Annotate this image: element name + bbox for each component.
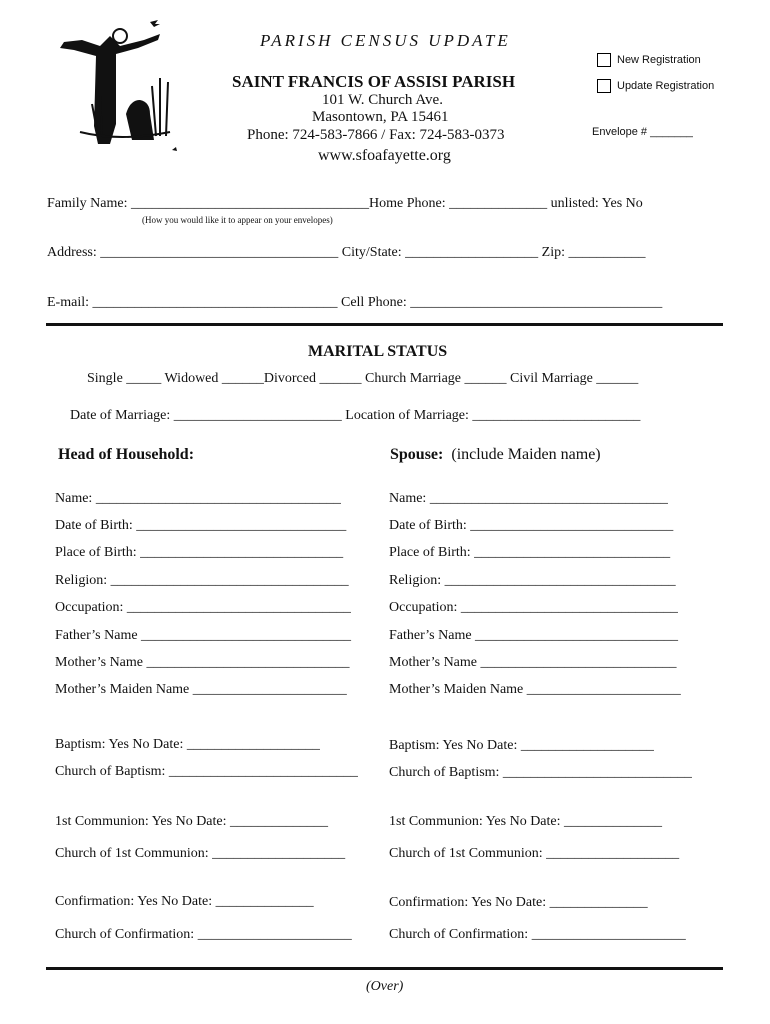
spouse-mother-maiden-field[interactable]: Mother’s Maiden Name ______________________ [389,682,681,697]
marital-status-options[interactable]: Single _____ Widowed ______Divorced ______ Church Marriage ______ Civil Marriage ______ [87,371,639,386]
head-confirmation-field[interactable]: Confirmation: Yes No Date: ______________ [55,894,314,909]
envelope-field[interactable]: Envelope # _______ [592,126,693,138]
head-occupation-field[interactable]: Occupation: ________________________________ [55,600,351,615]
spouse-heading [390,446,601,464]
head-church-confirmation-field[interactable]: Church of Confirmation: ______________________ [55,927,352,942]
head-of-household-heading: Head of Household: [58,446,195,463]
spouse-baptism-field[interactable]: Baptism: Yes No Date: ___________________ [389,738,654,753]
spouse-heading-note: (include Maiden name) [451,446,601,463]
head-church-baptism-field[interactable]: Church of Baptism: ___________________________ [55,764,358,779]
email-line[interactable]: E-mail: ___________________________________ Cell Phone: ____________________________________ [47,295,663,310]
marital-status-heading: MARITAL STATUS [308,343,448,360]
spouse-church-baptism-field[interactable]: Church of Baptism: ___________________________ [389,765,692,780]
spouse-occupation-field[interactable]: Occupation: _______________________________ [389,600,678,615]
form-title: PARISH CENSUS UPDATE [260,31,511,50]
section-divider-top [46,323,723,326]
head-communion-field[interactable]: 1st Communion: Yes No Date: ______________ [55,814,329,829]
update-registration-checkbox[interactable] [597,79,611,93]
family-name-line[interactable]: Family Name: __________________________________Home Phone: ______________ unlisted: Yes No [47,196,643,211]
spouse-communion-field[interactable]: 1st Communion: Yes No Date: ______________ [389,814,663,829]
family-name-note: (How you would like it to appear on your envelopes) [142,215,333,225]
spouse-pob-field[interactable]: Place of Birth: ____________________________ [389,545,671,560]
head-church-communion-field[interactable]: Church of 1st Communion: ___________________ [55,846,346,861]
head-pob-field[interactable]: Place of Birth: _____________________________ [55,545,344,560]
head-religion-field[interactable]: Religion: __________________________________ [55,573,349,588]
new-registration-label: New Registration [617,53,701,66]
spouse-dob-field[interactable]: Date of Birth: _____________________________ [389,518,674,533]
update-registration-label: Update Registration [617,79,715,92]
spouse-confirmation-field[interactable]: Confirmation: Yes No Date: ______________ [389,895,648,910]
head-baptism-field[interactable]: Baptism: Yes No Date: ___________________ [55,737,320,752]
head-name-field[interactable]: Name: ___________________________________ [55,491,341,506]
marriage-date-location[interactable]: Date of Marriage: ________________________ Location of Marriage: ________________________ [70,408,641,423]
new-registration-option[interactable] [597,53,701,67]
head-father-field[interactable]: Father’s Name ______________________________ [55,628,352,643]
over-note: (Over) [366,979,404,994]
address-line[interactable]: Address: __________________________________ City/State: ___________________ Zip: ___________ [47,245,646,260]
website: www.sfoafayette.org [318,147,451,164]
spouse-father-field[interactable]: Father’s Name _____________________________ [389,628,679,643]
head-dob-field[interactable]: Date of Birth: ______________________________ [55,518,347,533]
head-mother-maiden-field[interactable]: Mother’s Maiden Name ______________________ [55,682,347,697]
head-mother-field[interactable]: Mother’s Name _____________________________ [55,655,350,670]
spouse-church-communion-field[interactable]: Church of 1st Communion: ___________________ [389,846,680,861]
new-registration-checkbox[interactable] [597,53,611,67]
update-registration-option[interactable] [597,79,714,93]
address-line1: 101 W. Church Ave. [322,92,443,108]
section-divider-bottom [46,967,723,970]
spouse-religion-field[interactable]: Religion: _________________________________ [389,573,676,588]
parish-name: SAINT FRANCIS OF ASSISI PARISH [232,72,516,91]
spouse-mother-field[interactable]: Mother’s Name ____________________________ [389,655,677,670]
phone-line: Phone: 724-583-7866 / Fax: 724-583-0373 [247,127,505,143]
spouse-name-field[interactable]: Name: __________________________________ [389,491,668,506]
address-line2: Masontown, PA 15461 [312,109,449,125]
spouse-heading-label: Spouse: [390,446,444,463]
spouse-church-confirmation-field[interactable]: Church of Confirmation: ______________________ [389,927,686,942]
saint-francis-logo [60,16,190,161]
